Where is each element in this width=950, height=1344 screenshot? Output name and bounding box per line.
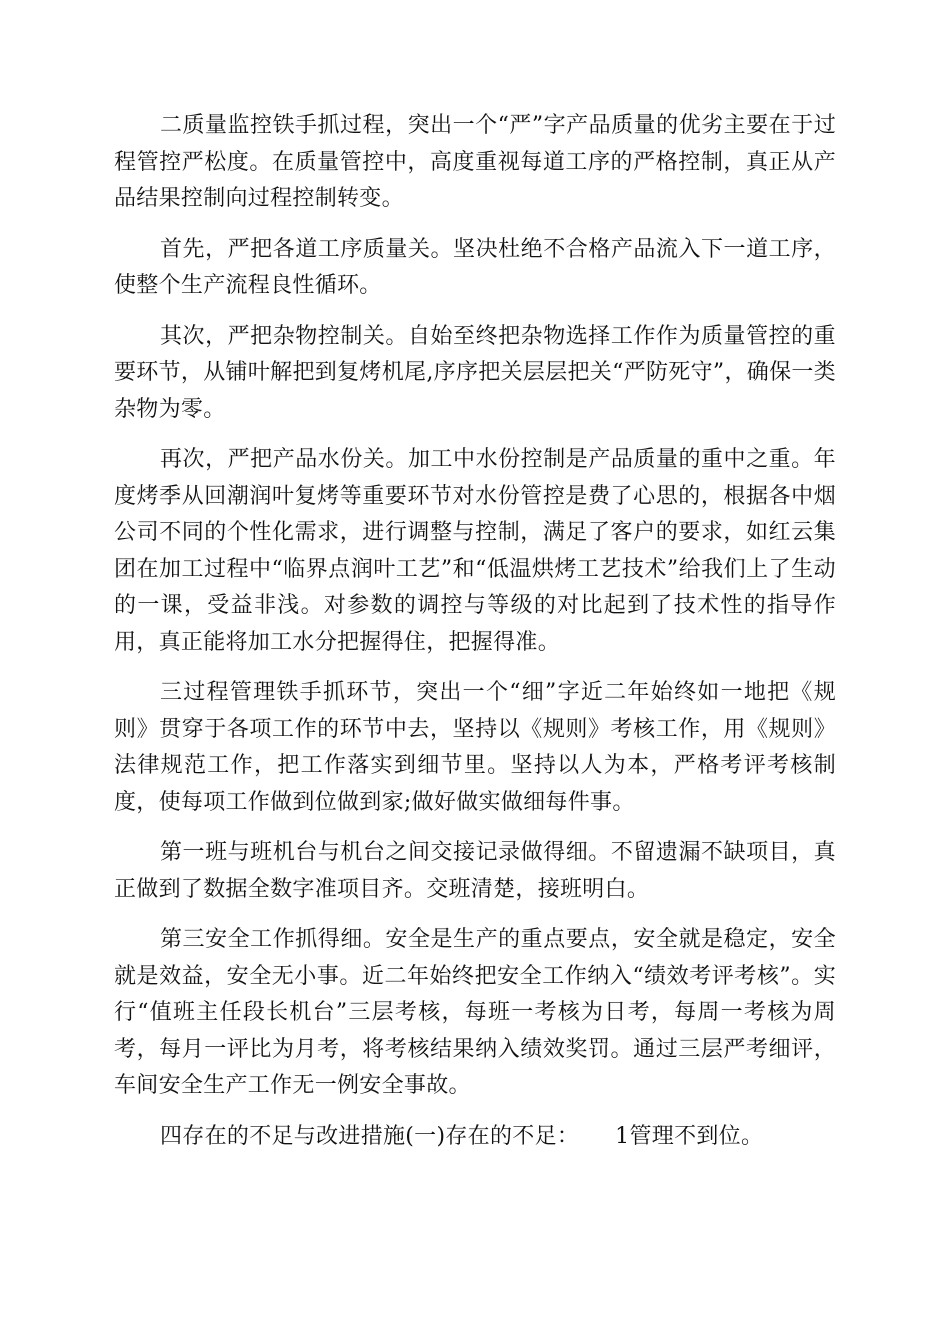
paragraph-shift-handover: 第一班与班机台与机台之间交接记录做得细。不留遗漏不缺项目，真正做到了数据全数字准项目齐。交班清楚，接班明白。 [114, 840, 836, 902]
paragraph-third-moisture-control: 再次，严把产品水份关。加工中水份控制是产品质量的重中之重。年度烤季从回潮润叶复烤等重要环节对水份管控是费了心思的，根据各中烟公司不同的个性化需求，进行调整与控制，满足了客户的要求，如红云集团在加工过程中“临界点润叶工艺”和“低温烘烤工艺技术”给我们上了生动的一课，受益非浅。对参数的调控与等级的对比起到了技术性的指导作用，真正能将加工水分把握得住，把握得准。 [114, 447, 836, 655]
paragraph-safety-work: 第三安全工作抓得细。安全是生产的重点要点，安全就是稳定，安全就是效益，安全无小事。近二年始终把安全工作纳入“绩效考评考核”。实行“值班主任段长机台”三层考核，每班一考核为日考，每周一考核为周考，每月一评比为月考，将考核结果纳入绩效奖罚。通过三层严考细评，车间安全生产工作无一例安全事故。 [114, 927, 836, 1098]
paragraph-second-impurity-control: 其次，严把杂物控制关。自始至终把杂物选择工作作为质量管控的重要环节，从铺叶解把到复烤机尾,序序把关层层把关“严防死守”，确保一类杂物为零。 [114, 323, 836, 422]
paragraph-process-management: 三过程管理铁手抓环节，突出一个“细”字近二年始终如一地把《规则》贯穿于各项工作的环节中去，坚持以《规则》考核工作，用《规则》法律规范工作，把工作落实到细节里。坚持以人为本，严格考评考核制度，使每项工作做到位做到家;做好做实做细每件事。 [114, 680, 836, 815]
paragraph-shortcomings [114, 1119, 836, 1156]
paragraph-quality-monitoring: 二质量监控铁手抓过程，突出一个“严”字产品质量的优劣主要在于过程管控严松度。在质量管控中，高度重视每道工序的严格控制，真正从产品结果控制向过程控制转变。 [114, 113, 836, 211]
shortcomings-heading: 四存在的不足与改进措施(一)存在的不足： [160, 1123, 580, 1149]
shortcoming-item-1: 1管理不到位。 [615, 1123, 764, 1149]
document-body [114, 108, 836, 1169]
paragraph-first-process-check: 首先，严把各道工序质量关。坚决杜绝不合格产品流入下一道工序，使整个生产流程良性循环。 [114, 236, 836, 298]
